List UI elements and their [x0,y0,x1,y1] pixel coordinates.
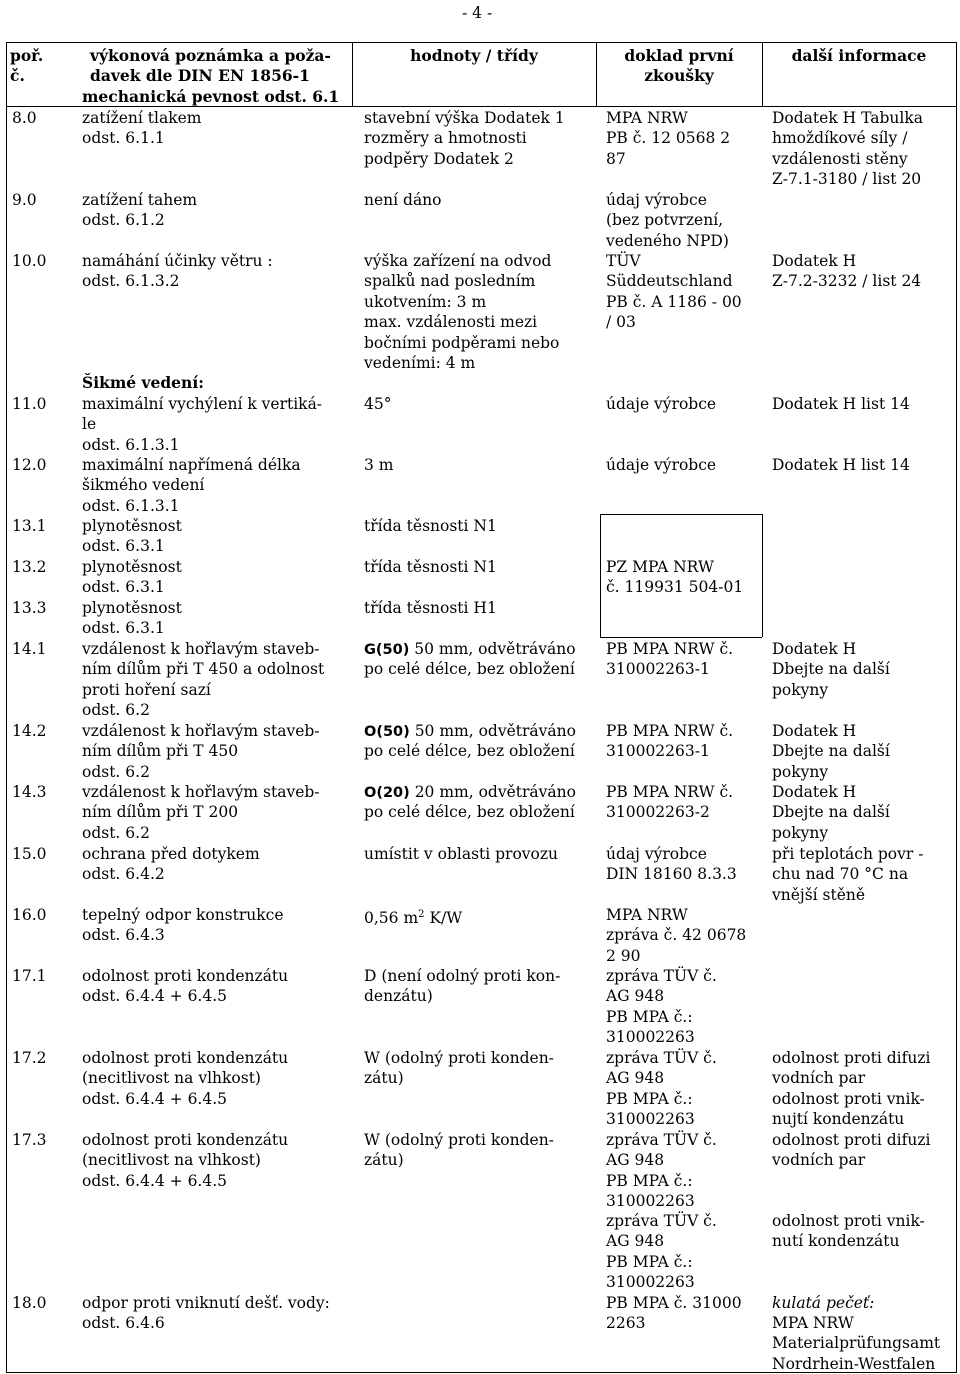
row-value: po celé délce, bez obložení [364,803,575,821]
row-number: 16.0 [12,906,47,924]
gas-proof-box-top [600,514,762,515]
row-info: Dodatek H Tabulka hmoždíkové síly / vzdálenosti stěny Z-7.1-3180 / list 20 [772,109,923,189]
row-number: 17.1 [12,967,47,985]
classification-code: O(50) [364,724,410,740]
section-slanted-flue: Šikmé vedení: [82,373,204,392]
row-proof: PB MPA NRW č. 310002263-2 [606,783,734,822]
row-number: 13.3 [12,599,47,617]
classification-code: G(50) [364,642,410,658]
row-value: třída těsnosti N1 [364,517,497,535]
row-info: Dodatek H list 14 [772,395,910,413]
row-proof: údaje výrobce [606,395,717,413]
row-requirement: ochrana před dotykem odst. 6.4.2 [82,845,260,884]
unit-superscript: 2 [418,909,425,920]
row-requirement: namáhání účinky větru : odst. 6.1.3.2 [82,252,273,291]
row-value: stavební výška Dodatek 1 rozměry a hmotnosti podpěry Dodatek 2 [364,109,565,168]
row-requirement: plynotěsnost odst. 6.3.1 [82,558,182,597]
row-value: W (odolný proti konden- zátu) [364,1049,554,1088]
row-info: Dodatek H list 14 [772,456,910,474]
row-proof: MPA NRW zpráva č. 42 0678 2 90 [606,906,747,965]
row-info: Dodatek H Dbejte na další pokyny [772,722,890,781]
row-proof: zpráva TÜV č. AG 948 PB MPA č.: 310002263 [606,967,717,1047]
row-value: O(50) 50 mm, odvětráváno [364,722,576,740]
row-value: W (odolný proti konden- zátu) [364,1131,554,1170]
row-requirement: vzdálenost k hořlavým staveb- ním dílům při T 450 odst. 6.2 [82,722,320,781]
row-value: 45° [364,395,392,413]
row-value: O(20) 20 mm, odvětráváno [364,783,576,801]
row-info: odolnost proti vnik- nujtí kondenzátu [772,1090,925,1129]
row-info: Dodatek H Z-7.2-3232 / list 24 [772,252,922,291]
row-value: po celé délce, bez obložení [364,660,575,678]
row-requirement: plynotěsnost odst. 6.3.1 [82,599,182,638]
seal-label: kulatá pečeť: [772,1294,875,1312]
row-number: 9.0 [12,191,37,209]
row-requirement: odolnost proti kondenzátu odst. 6.4.4 + 6.4.5 [82,967,289,1006]
row-proof: údaj výrobce DIN 18160 8.3.3 [606,845,737,884]
header-col-number: poř. č. [10,46,44,86]
gas-proof-box-bottom [600,637,762,638]
header-col-info: další informace [791,46,927,65]
row-value: není dáno [364,191,442,209]
row-requirement: odolnost proti kondenzátu (necitlivost na vlhkost) odst. 6.4.4 + 6.4.5 [82,1049,289,1108]
header-col-requirement: výkonová poznámka a poža- davek dle DIN EN 1856-1 [90,46,331,86]
row-proof: PB MPA č. 31000 2263 [606,1294,742,1333]
row-info: odolnost proti vnik- nutí kondenzátu [772,1212,925,1251]
table-left-border [6,42,7,1373]
row-proof: PB MPA NRW č. 310002263-1 [606,722,734,761]
row-value: výška zařízení na odvod spalků nad posledním ukotvením: 3 m max. vzdálenosti mezi bočními podpěrami nebo vedeními: 4 m [364,252,560,373]
table-top-border [6,42,956,43]
gas-proof-box-left [600,514,601,637]
row-requirement: tepelný odpor konstrukce odst. 6.4.3 [82,906,284,945]
row-proof: údaj výrobce (bez potvrzení, vedeného NPD) [606,191,729,250]
row-number: 10.0 [12,252,47,270]
row-value: umístit v oblasti provozu [364,845,559,863]
row-value: D (není odolný proti kon- denzátu) [364,967,561,1006]
row-value: třída těsnosti H1 [364,599,497,617]
row-number: 13.2 [12,558,47,576]
row-requirement: maximální napřímená délka šikmého vedení odst. 6.1.3.1 [82,456,301,515]
classification-code: O(20) [364,785,410,801]
row-value: 3 m [364,456,394,474]
row-number: 11.0 [12,395,47,413]
gas-proof-box-right [762,514,763,637]
row-proof: MPA NRW PB č. 12 0568 2 87 [606,109,731,168]
row-requirement: maximální vychýlení k vertiká- le odst. 6.1.3.1 [82,395,323,454]
row-proof: zpráva TÜV č. AG 948 PB MPA č.: 310002263 [606,1212,717,1292]
row-info: Dodatek H Dbejte na další pokyny [772,783,890,842]
row-value: G(50) 50 mm, odvětráváno [364,640,576,658]
row-number: 14.2 [12,722,47,740]
row-number: 15.0 [12,845,47,863]
row-requirement: odolnost proti kondenzátu (necitlivost na vlhkost) odst. 6.4.4 + 6.4.5 [82,1131,289,1190]
row-number: 12.0 [12,456,47,474]
row-number: 13.1 [12,517,47,535]
row-info: odolnost proti difuzi vodních par [772,1049,931,1088]
row-proof: zpráva TÜV č. AG 948 PB MPA č.: 310002263 [606,1131,717,1211]
seal-text: MPA NRW Materialprüfungsamt Nordrhein-Westfalen [772,1314,941,1373]
header-col-proof: doklad první zkoušky [624,46,734,86]
row-number: 17.2 [12,1049,47,1067]
row-requirement: plynotěsnost odst. 6.3.1 [82,517,182,556]
row-value: třída těsnosti N1 [364,558,497,576]
row-value: po celé délce, bez obložení [364,742,575,760]
row-number: 8.0 [12,109,37,127]
page-number: - 4 - [462,4,493,22]
row-proof: údaje výrobce [606,456,717,474]
row-requirement: vzdálenost k hořlavým staveb- ním dílům při T 200 odst. 6.2 [82,783,320,842]
row-requirement: zatížení tlakem odst. 6.1.1 [82,109,202,148]
row-info: při teplotách povr - chu nad 70 °C na vnější stěně [772,845,924,904]
row-proof: PZ MPA NRW č. 119931 504-01 [606,558,744,597]
row-number: 18.0 [12,1294,47,1312]
row-info: odolnost proti difuzi vodních par [772,1131,931,1170]
row-value: 0,56 $m^2$ K/W [364,909,463,928]
row-proof: PB MPA NRW č. 310002263-1 [606,640,734,679]
row-number: 14.1 [12,640,47,658]
section-mechanical-strength: mechanická pevnost odst. 6.1 [82,87,340,106]
row-requirement: zatížení tahem odst. 6.1.2 [82,191,198,230]
row-info: Dodatek H Dbejte na další pokyny [772,640,890,699]
row-proof: TÜV Süddeutschland PB č. A 1186 - 00 / 03 [606,252,742,332]
row-number: 14.3 [12,783,47,801]
header-col-values: hodnoty / třídy [410,46,538,65]
row-requirement: odpor proti vniknutí dešť. vody: odst. 6.4.6 [82,1294,330,1333]
row-number: 17.3 [12,1131,47,1149]
row-requirement: vzdálenost k hořlavým staveb- ním dílům při T 450 a odolnost proti hoření sazí odst. 6.2 [82,640,325,720]
table-right-border [956,42,957,1373]
row-proof: zpráva TÜV č. AG 948 PB MPA č.: 310002263 [606,1049,717,1129]
